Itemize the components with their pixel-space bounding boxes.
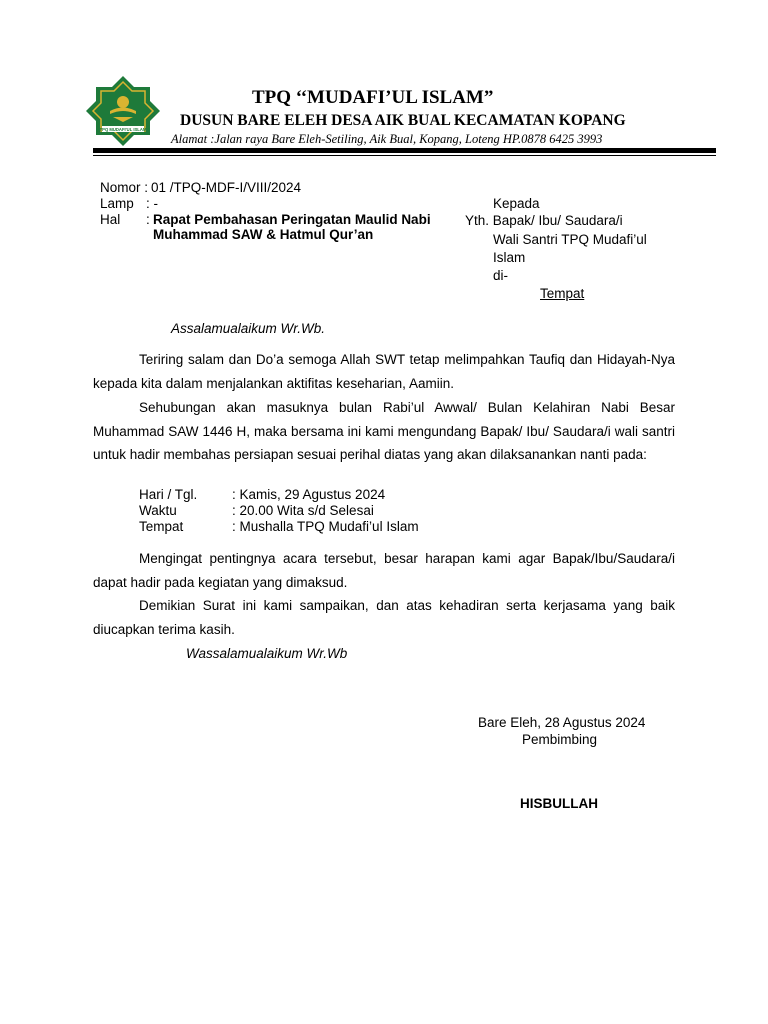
- hal-colon: :: [146, 212, 150, 227]
- recipient-di: di-: [493, 268, 509, 283]
- hal-line-2: Muhammad SAW & Hatmul Qur’an: [153, 227, 374, 242]
- detail-label-tempat: Tempat: [139, 519, 184, 534]
- signature-name: HISBULLAH: [520, 796, 598, 811]
- paragraph-3: Mengingat pentingnya acara tersebut, besar harapan kami agar Bapak/Ibu/Saudara/i dapat hadir pada kegiatan yang dimaksud.: [93, 551, 675, 590]
- recipient-line-2: Islam: [493, 250, 526, 265]
- header-rule-thick: [93, 148, 716, 153]
- paragraph-4: Demikian Surat ini kami sampaikan, dan atas kehadiran serta kerjasama yang baik diucapkan terima kasih.: [93, 598, 675, 637]
- recipient-kepada: Kepada: [493, 196, 540, 211]
- nomor-value: 01 /TPQ-MDF-I/VIII/2024: [151, 180, 302, 195]
- greeting: Assalamualaikum Wr.Wb.: [171, 321, 326, 336]
- header-rule-thin: [93, 155, 716, 156]
- detail-label-hari: Hari / Tgl.: [139, 487, 198, 502]
- signature-place-date: Bare Eleh, 28 Agustus 2024: [478, 715, 646, 730]
- lamp-label: Lamp: [100, 196, 134, 211]
- nomor-label: Nomor :: [100, 180, 149, 195]
- letterhead-title: TPQ ‘‘MUDAFI’UL ISLAM”: [252, 87, 494, 108]
- detail-value-hari: : Kamis, 29 Agustus 2024: [232, 487, 386, 502]
- letterhead-address: Alamat :Jalan raya Bare Eleh-Setiling, Aik Bual, Kopang, Loteng HP.0878 6425 3993: [171, 132, 603, 146]
- detail-value-waktu: : 20.00 Wita s/d Selesai: [232, 503, 374, 518]
- recipient-tempat: Tempat: [540, 286, 585, 301]
- signature-role: Pembimbing: [522, 732, 598, 747]
- tpq-logo: [84, 74, 162, 148]
- closing-greeting: Wassalamualaikum Wr.Wb: [186, 646, 348, 661]
- paragraph-1: Teriring salam dan Do’a semoga Allah SWT tetap melimpahkan Taufiq dan Hidayah-Nya kepada kita dalam menjalankan aktifitas keseharian, Aamiin.: [93, 352, 675, 391]
- hal-line-1: Rapat Pembahasan Peringatan Maulid Nabi: [153, 212, 431, 227]
- detail-value-tempat: : Mushalla TPQ Mudafi’ul Islam: [232, 519, 419, 534]
- lamp-value: : -: [146, 196, 158, 211]
- paragraph-2: Sehubungan akan masuknya bulan Rabi’ul Awwal/ Bulan Kelahiran Nabi Besar Muhammad SAW 1446 H, maka bersama ini kami mengundang Bapak/ Ibu/ Saudara/i wali santri untuk hadir membahas persiapan sesuai perihal diatas yang akan dilaksanankan nanti pada:: [93, 400, 675, 462]
- detail-label-waktu: Waktu: [139, 503, 177, 518]
- hal-label: Hal: [100, 212, 121, 227]
- recipient-line-1: Wali Santri TPQ Mudafi’ul: [493, 232, 647, 247]
- letterhead-subtitle: DUSUN BARE ELEH DESA AIK BUAL KECAMATAN KOPANG: [180, 112, 626, 129]
- svg-text:TPQ MUDAFI'UL ISLAM: TPQ MUDAFI'UL ISLAM: [99, 127, 147, 132]
- recipient-yth: Yth. Bapak/ Ibu/ Saudara/i: [465, 213, 623, 228]
